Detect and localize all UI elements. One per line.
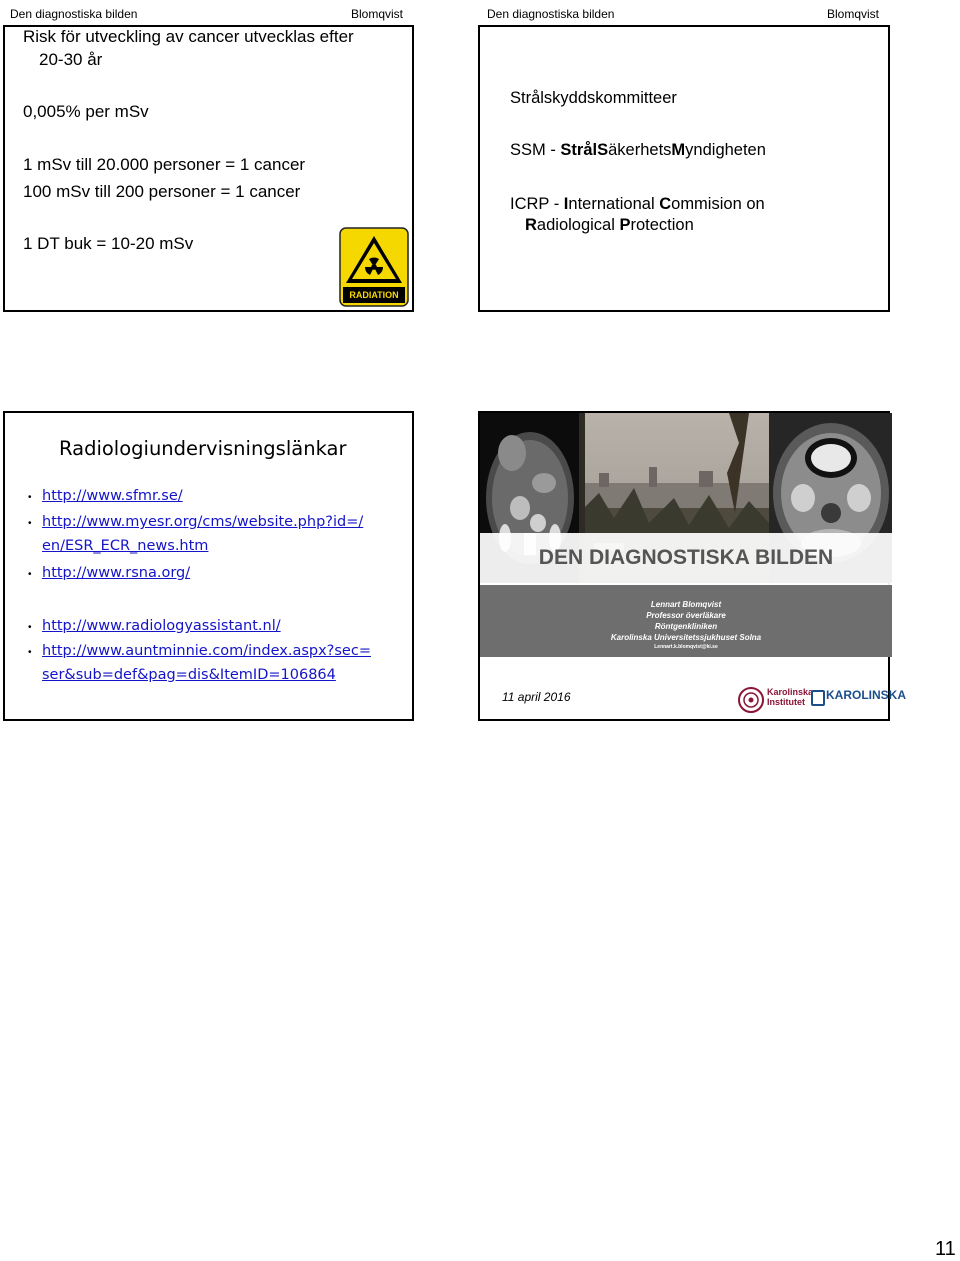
bullet-icon: • [28, 569, 32, 580]
slide1-header-left: Den diagnostiska bilden [10, 7, 138, 21]
bullet-icon: • [28, 518, 32, 529]
slide2-header-left: Den diagnostiska bilden [487, 7, 615, 21]
slide1-header-right: Blomqvist [351, 7, 404, 21]
slide2-icrp-cont: Radiological Protection [525, 216, 694, 234]
karolinska-hospital-logo [811, 688, 906, 712]
slide4-date: 11 april 2016 [502, 690, 571, 704]
slide4-title: DEN DIAGNOSTISKA BILDEN [538, 546, 834, 569]
kuh-mark-icon [811, 690, 825, 706]
page-number: 11 [935, 1238, 956, 1260]
radiation-sign [339, 227, 409, 307]
author-email: Lennart.k.blomqvist@ki.se [654, 644, 718, 650]
slide1-line-1: Risk för utveckling av cancer utvecklas efter [23, 27, 354, 46]
slide1-line-3: 0,005% per mSv [23, 102, 149, 121]
slide2-committees: Strålskyddskommitteer [510, 89, 677, 107]
ki-logo-text: Karolinska Institutet [767, 687, 814, 707]
kuh-logo-text: KAROLINSKA [826, 688, 906, 702]
slide1-line-4: 1 mSv till 20.000 personer = 1 cancer [23, 155, 306, 174]
link-auntminnie-cont[interactable]: ser&sub=def&pag=dis&ItemID=106864 [42, 667, 336, 683]
author-banner [480, 585, 892, 657]
slide-3 [3, 411, 414, 721]
slide2-icrp: ICRP - International Commision on [510, 195, 765, 213]
bullet-icon: • [28, 492, 32, 503]
slide-1 [3, 25, 414, 312]
author-name: Lennart Blomqvist [650, 600, 722, 609]
link-myesr[interactable]: http://www.myesr.org/cms/website.php?id=/ [42, 514, 364, 530]
karolinska-institutet-logo [738, 685, 814, 715]
slide2-ssm: SSM - StrålSäkerhetsMyndigheten [510, 141, 766, 159]
slide-4 [478, 411, 906, 721]
ki-seal-icon [738, 687, 764, 713]
slide2-header-right: Blomqvist [827, 7, 880, 21]
link-rsna[interactable]: http://www.rsna.org/ [42, 565, 191, 581]
bullet-icon: • [28, 647, 32, 658]
slide1-line-6: 1 DT buk = 10-20 mSv [23, 234, 194, 253]
slide3-title: Radiologiundervisningslänkar [59, 437, 347, 460]
author-hospital: Karolinska Universitetssjukhuset Solna [610, 633, 762, 642]
link-sfmr[interactable]: http://www.sfmr.se/ [42, 488, 183, 504]
author-role: Professor överläkare [646, 611, 726, 620]
link-radiologyassistant[interactable]: http://www.radiologyassistant.nl/ [42, 618, 281, 634]
link-myesr-cont[interactable]: en/ESR_ECR_news.htm [42, 538, 209, 554]
author-dept: Röntgenkliniken [654, 622, 718, 631]
slide1-line-2: 20-30 år [39, 50, 103, 69]
slide1-line-5: 100 mSv till 200 personer = 1 cancer [23, 182, 301, 201]
bullet-icon: • [28, 622, 32, 633]
radiation-sign-label: RADIATION [349, 290, 399, 300]
link-auntminnie[interactable]: http://www.auntminnie.com/index.aspx?sec= [42, 643, 371, 659]
slide-2 [478, 25, 890, 312]
